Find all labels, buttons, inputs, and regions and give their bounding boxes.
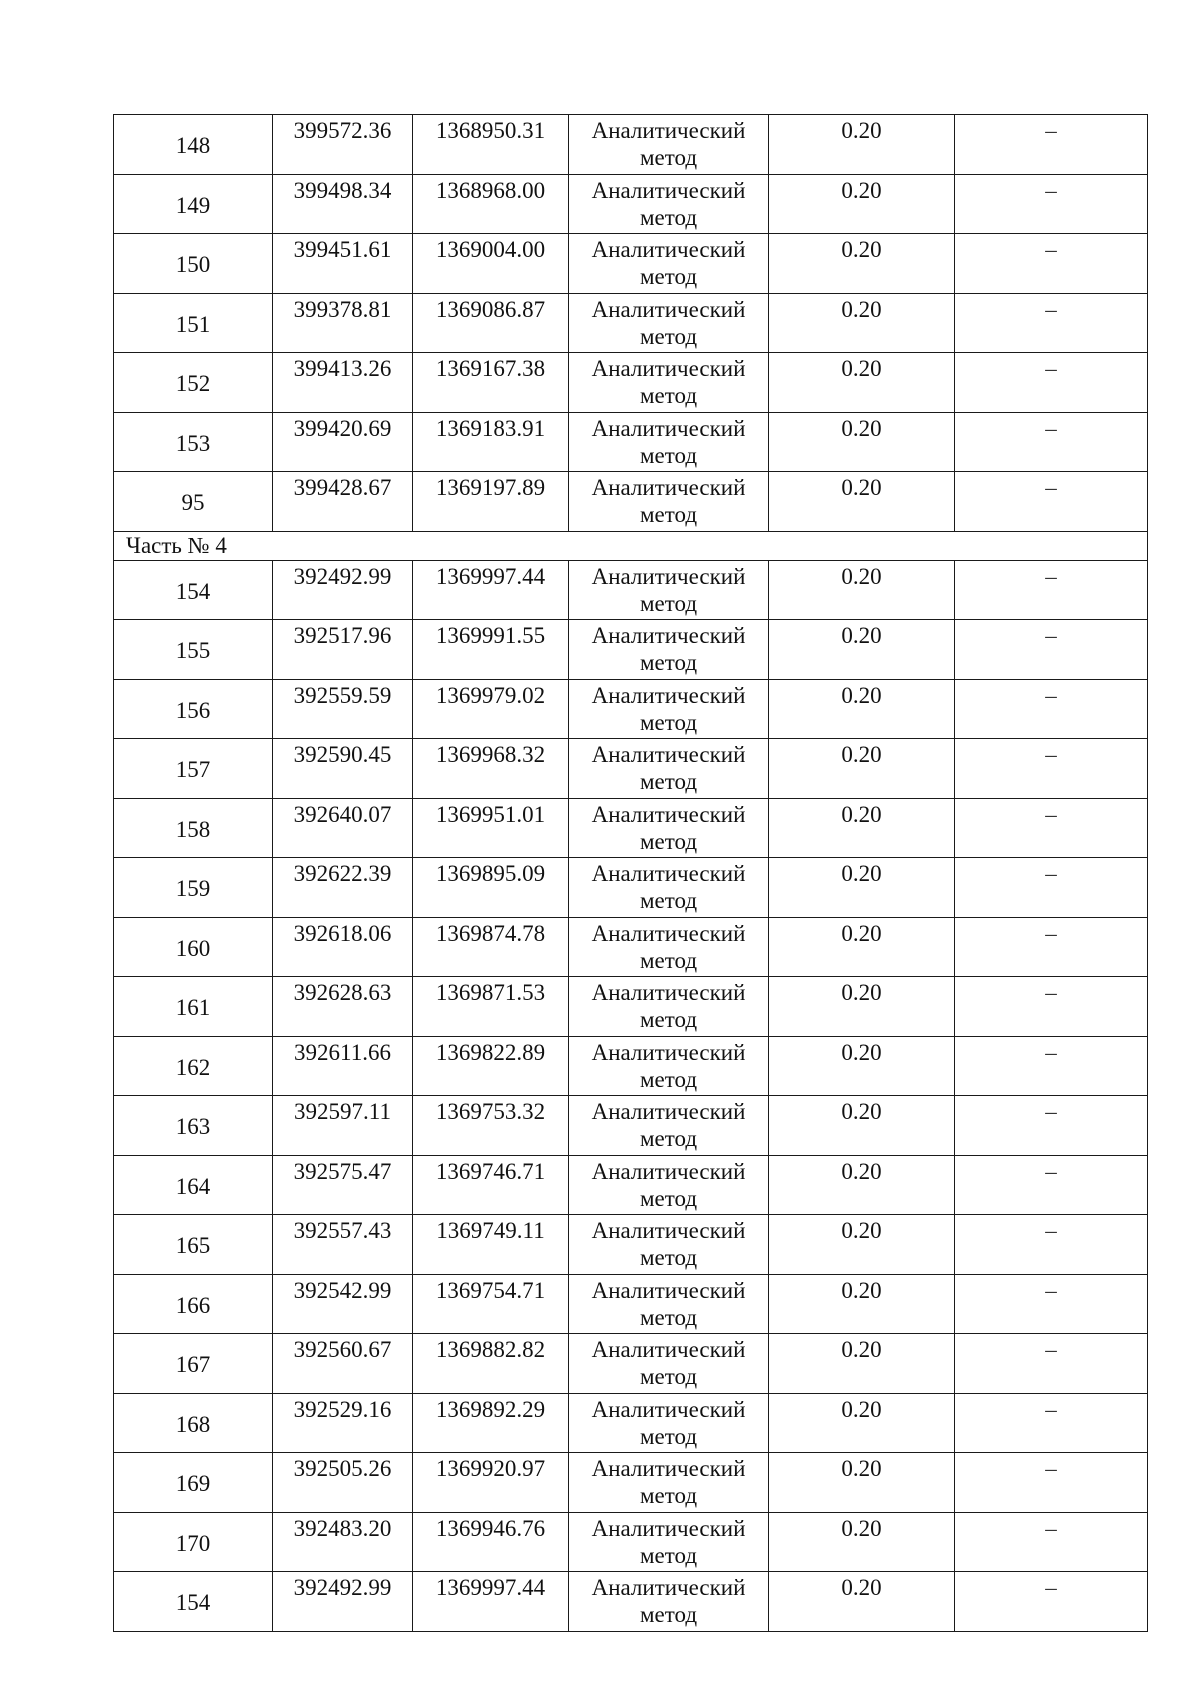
point-number-cell: 168 bbox=[114, 1393, 273, 1453]
accuracy-cell: 0.20 bbox=[769, 1096, 955, 1156]
point-number-cell: 158 bbox=[114, 798, 273, 858]
point-number-cell: 162 bbox=[114, 1036, 273, 1096]
x-coordinate-cell: 392628.63 bbox=[273, 977, 413, 1037]
x-coordinate-cell: 392560.67 bbox=[273, 1334, 413, 1394]
table-row bbox=[114, 472, 1148, 532]
y-coordinate-cell: 1369895.09 bbox=[413, 858, 569, 918]
x-coordinate-cell: 399413.26 bbox=[273, 353, 413, 413]
point-number-cell: 156 bbox=[114, 679, 273, 739]
x-coordinate-cell: 392529.16 bbox=[273, 1393, 413, 1453]
table-row bbox=[114, 1512, 1148, 1572]
accuracy-cell: 0.20 bbox=[769, 977, 955, 1037]
x-coordinate-cell: 392618.06 bbox=[273, 917, 413, 977]
table-row bbox=[114, 1453, 1148, 1513]
method-cell: Аналитический метод bbox=[569, 1215, 769, 1275]
table-row bbox=[114, 1096, 1148, 1156]
accuracy-cell: 0.20 bbox=[769, 679, 955, 739]
y-coordinate-cell: 1369746.71 bbox=[413, 1155, 569, 1215]
table-row bbox=[114, 293, 1148, 353]
accuracy-cell: 0.20 bbox=[769, 293, 955, 353]
note-cell: – bbox=[955, 858, 1148, 918]
method-cell: Аналитический метод bbox=[569, 679, 769, 739]
point-number-cell: 165 bbox=[114, 1215, 273, 1275]
method-cell: Аналитический метод bbox=[569, 560, 769, 620]
y-coordinate-cell: 1369749.11 bbox=[413, 1215, 569, 1275]
y-coordinate-cell: 1369086.87 bbox=[413, 293, 569, 353]
method-cell: Аналитический метод bbox=[569, 1155, 769, 1215]
note-cell: – bbox=[955, 1334, 1148, 1394]
accuracy-cell: 0.20 bbox=[769, 174, 955, 234]
table-row bbox=[114, 412, 1148, 472]
point-number-cell: 152 bbox=[114, 353, 273, 413]
method-cell: Аналитический метод bbox=[569, 234, 769, 294]
point-number-cell: 163 bbox=[114, 1096, 273, 1156]
x-coordinate-cell: 392505.26 bbox=[273, 1453, 413, 1513]
y-coordinate-cell: 1368968.00 bbox=[413, 174, 569, 234]
method-cell: Аналитический метод bbox=[569, 174, 769, 234]
method-cell: Аналитический метод bbox=[569, 620, 769, 680]
note-cell: – bbox=[955, 293, 1148, 353]
point-number-cell: 164 bbox=[114, 1155, 273, 1215]
y-coordinate-cell: 1369822.89 bbox=[413, 1036, 569, 1096]
method-cell: Аналитический метод bbox=[569, 977, 769, 1037]
accuracy-cell: 0.20 bbox=[769, 1512, 955, 1572]
point-number-cell: 95 bbox=[114, 472, 273, 532]
point-number-cell: 170 bbox=[114, 1512, 273, 1572]
coordinates-table bbox=[113, 114, 1148, 1632]
accuracy-cell: 0.20 bbox=[769, 1393, 955, 1453]
accuracy-cell: 0.20 bbox=[769, 1155, 955, 1215]
section-heading-row bbox=[114, 531, 1148, 560]
point-number-cell: 154 bbox=[114, 1572, 273, 1632]
y-coordinate-cell: 1369997.44 bbox=[413, 1572, 569, 1632]
note-cell: – bbox=[955, 1155, 1148, 1215]
y-coordinate-cell: 1369991.55 bbox=[413, 620, 569, 680]
point-number-cell: 153 bbox=[114, 412, 273, 472]
x-coordinate-cell: 392492.99 bbox=[273, 1572, 413, 1632]
note-cell: – bbox=[955, 115, 1148, 175]
accuracy-cell: 0.20 bbox=[769, 1572, 955, 1632]
x-coordinate-cell: 392640.07 bbox=[273, 798, 413, 858]
x-coordinate-cell: 392611.66 bbox=[273, 1036, 413, 1096]
y-coordinate-cell: 1369997.44 bbox=[413, 560, 569, 620]
x-coordinate-cell: 392575.47 bbox=[273, 1155, 413, 1215]
note-cell: – bbox=[955, 798, 1148, 858]
note-cell: – bbox=[955, 1453, 1148, 1513]
table-row bbox=[114, 174, 1148, 234]
method-cell: Аналитический метод bbox=[569, 798, 769, 858]
method-cell: Аналитический метод bbox=[569, 917, 769, 977]
note-cell: – bbox=[955, 739, 1148, 799]
note-cell: – bbox=[955, 472, 1148, 532]
table-row bbox=[114, 560, 1148, 620]
coordinates-table-body bbox=[114, 115, 1148, 1632]
point-number-cell: 151 bbox=[114, 293, 273, 353]
table-row bbox=[114, 858, 1148, 918]
accuracy-cell: 0.20 bbox=[769, 798, 955, 858]
x-coordinate-cell: 392597.11 bbox=[273, 1096, 413, 1156]
accuracy-cell: 0.20 bbox=[769, 620, 955, 680]
table-row bbox=[114, 1572, 1148, 1632]
point-number-cell: 154 bbox=[114, 560, 273, 620]
method-cell: Аналитический метод bbox=[569, 1512, 769, 1572]
x-coordinate-cell: 392517.96 bbox=[273, 620, 413, 680]
y-coordinate-cell: 1369871.53 bbox=[413, 977, 569, 1037]
note-cell: – bbox=[955, 234, 1148, 294]
table-row bbox=[114, 115, 1148, 175]
point-number-cell: 150 bbox=[114, 234, 273, 294]
point-number-cell: 148 bbox=[114, 115, 273, 175]
x-coordinate-cell: 392492.99 bbox=[273, 560, 413, 620]
method-cell: Аналитический метод bbox=[569, 1274, 769, 1334]
note-cell: – bbox=[955, 174, 1148, 234]
table-row bbox=[114, 977, 1148, 1037]
x-coordinate-cell: 392590.45 bbox=[273, 739, 413, 799]
note-cell: – bbox=[955, 917, 1148, 977]
method-cell: Аналитический метод bbox=[569, 1096, 769, 1156]
point-number-cell: 155 bbox=[114, 620, 273, 680]
accuracy-cell: 0.20 bbox=[769, 1453, 955, 1513]
accuracy-cell: 0.20 bbox=[769, 917, 955, 977]
y-coordinate-cell: 1369920.97 bbox=[413, 1453, 569, 1513]
note-cell: – bbox=[955, 1393, 1148, 1453]
point-number-cell: 161 bbox=[114, 977, 273, 1037]
y-coordinate-cell: 1369951.01 bbox=[413, 798, 569, 858]
y-coordinate-cell: 1368950.31 bbox=[413, 115, 569, 175]
method-cell: Аналитический метод bbox=[569, 412, 769, 472]
note-cell: – bbox=[955, 620, 1148, 680]
y-coordinate-cell: 1369892.29 bbox=[413, 1393, 569, 1453]
note-cell: – bbox=[955, 1274, 1148, 1334]
method-cell: Аналитический метод bbox=[569, 1453, 769, 1513]
table-row bbox=[114, 798, 1148, 858]
table-row bbox=[114, 353, 1148, 413]
x-coordinate-cell: 399451.61 bbox=[273, 234, 413, 294]
note-cell: – bbox=[955, 977, 1148, 1037]
method-cell: Аналитический метод bbox=[569, 858, 769, 918]
point-number-cell: 157 bbox=[114, 739, 273, 799]
note-cell: – bbox=[955, 560, 1148, 620]
accuracy-cell: 0.20 bbox=[769, 1215, 955, 1275]
x-coordinate-cell: 392542.99 bbox=[273, 1274, 413, 1334]
y-coordinate-cell: 1369882.82 bbox=[413, 1334, 569, 1394]
method-cell: Аналитический метод bbox=[569, 1572, 769, 1632]
point-number-cell: 149 bbox=[114, 174, 273, 234]
point-number-cell: 167 bbox=[114, 1334, 273, 1394]
point-number-cell: 160 bbox=[114, 917, 273, 977]
point-number-cell: 166 bbox=[114, 1274, 273, 1334]
point-number-cell: 159 bbox=[114, 858, 273, 918]
note-cell: – bbox=[955, 1572, 1148, 1632]
accuracy-cell: 0.20 bbox=[769, 353, 955, 413]
table-row bbox=[114, 234, 1148, 294]
note-cell: – bbox=[955, 1512, 1148, 1572]
note-cell: – bbox=[955, 412, 1148, 472]
point-number-cell: 169 bbox=[114, 1453, 273, 1513]
method-cell: Аналитический метод bbox=[569, 1393, 769, 1453]
y-coordinate-cell: 1369197.89 bbox=[413, 472, 569, 532]
table-row bbox=[114, 1393, 1148, 1453]
note-cell: – bbox=[955, 353, 1148, 413]
method-cell: Аналитический метод bbox=[569, 472, 769, 532]
y-coordinate-cell: 1369946.76 bbox=[413, 1512, 569, 1572]
table-row bbox=[114, 679, 1148, 739]
note-cell: – bbox=[955, 679, 1148, 739]
x-coordinate-cell: 399420.69 bbox=[273, 412, 413, 472]
table-row bbox=[114, 1334, 1148, 1394]
x-coordinate-cell: 399428.67 bbox=[273, 472, 413, 532]
x-coordinate-cell: 399378.81 bbox=[273, 293, 413, 353]
x-coordinate-cell: 392559.59 bbox=[273, 679, 413, 739]
method-cell: Аналитический метод bbox=[569, 293, 769, 353]
x-coordinate-cell: 399572.36 bbox=[273, 115, 413, 175]
x-coordinate-cell: 392622.39 bbox=[273, 858, 413, 918]
section-heading: Часть № 4 bbox=[114, 531, 1148, 560]
table-row bbox=[114, 1036, 1148, 1096]
y-coordinate-cell: 1369004.00 bbox=[413, 234, 569, 294]
accuracy-cell: 0.20 bbox=[769, 1334, 955, 1394]
method-cell: Аналитический метод bbox=[569, 1334, 769, 1394]
accuracy-cell: 0.20 bbox=[769, 739, 955, 799]
y-coordinate-cell: 1369754.71 bbox=[413, 1274, 569, 1334]
y-coordinate-cell: 1369183.91 bbox=[413, 412, 569, 472]
accuracy-cell: 0.20 bbox=[769, 472, 955, 532]
table-row bbox=[114, 620, 1148, 680]
y-coordinate-cell: 1369753.32 bbox=[413, 1096, 569, 1156]
table-row bbox=[114, 1274, 1148, 1334]
accuracy-cell: 0.20 bbox=[769, 560, 955, 620]
x-coordinate-cell: 392483.20 bbox=[273, 1512, 413, 1572]
method-cell: Аналитический метод bbox=[569, 739, 769, 799]
accuracy-cell: 0.20 bbox=[769, 234, 955, 294]
x-coordinate-cell: 392557.43 bbox=[273, 1215, 413, 1275]
y-coordinate-cell: 1369874.78 bbox=[413, 917, 569, 977]
table-row bbox=[114, 917, 1148, 977]
note-cell: – bbox=[955, 1096, 1148, 1156]
x-coordinate-cell: 399498.34 bbox=[273, 174, 413, 234]
y-coordinate-cell: 1369167.38 bbox=[413, 353, 569, 413]
y-coordinate-cell: 1369979.02 bbox=[413, 679, 569, 739]
table-row bbox=[114, 1155, 1148, 1215]
note-cell: – bbox=[955, 1036, 1148, 1096]
accuracy-cell: 0.20 bbox=[769, 1274, 955, 1334]
method-cell: Аналитический метод bbox=[569, 115, 769, 175]
table-row bbox=[114, 1215, 1148, 1275]
method-cell: Аналитический метод bbox=[569, 353, 769, 413]
y-coordinate-cell: 1369968.32 bbox=[413, 739, 569, 799]
note-cell: – bbox=[955, 1215, 1148, 1275]
method-cell: Аналитический метод bbox=[569, 1036, 769, 1096]
accuracy-cell: 0.20 bbox=[769, 1036, 955, 1096]
table-row bbox=[114, 739, 1148, 799]
accuracy-cell: 0.20 bbox=[769, 115, 955, 175]
accuracy-cell: 0.20 bbox=[769, 858, 955, 918]
accuracy-cell: 0.20 bbox=[769, 412, 955, 472]
